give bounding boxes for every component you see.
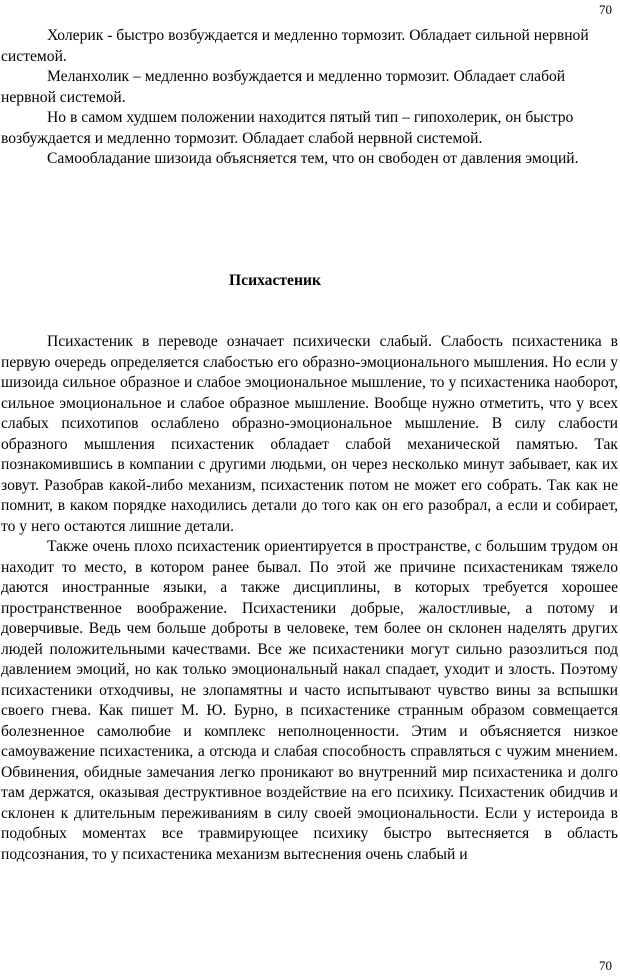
paragraph-choleric: Холерик - быстро возбуждается и медленно тормозит. Обладает сильной нервной системой. — [1, 27, 589, 65]
page-number-top: 70 — [599, 2, 612, 17]
paragraph-melancholic: Меланхолик – медленно возбуждается и медленно тормозит. Обладает слабой нервной системой. — [1, 68, 566, 106]
intro-text-block — [1, 26, 618, 170]
paragraph-schizoid: Самообладание шизоида объясняется тем, что он свободен от давления эмоций. — [47, 150, 579, 167]
section-heading: Психастеник — [229, 272, 321, 289]
page-number-bottom: 70 — [599, 958, 612, 973]
paragraph-psychasthenic-definition: Психастеник в переводе означает психически слабый. Слабость психастеника в первую очередь определяется слабостью его образно-эмоционального мышления. Но если у шизоида сильное образное и слабое эмоциональное мышление, то у психастеника наоборот, сильное эмоциональное и слабое образное мышление. Вообще нужно отметить, что у всех слабых психотипов ослаблено образно-эмоциональное мышление. В силу слабости образного мышления психастеник обладает слабой механической памятью. Так познакомившись в компании с другими людьми, он через несколько минут забывает, как их зовут. Разобрав какой-либо механизм, психастеник потом не может его собрать. Так как не помнит, в каком порядке находились детали до того как он его разобрал, а если и собирает, то у него остаются лишние детали. — [1, 333, 618, 535]
paragraph-hypocholeric: Но в самом худшем положении находится пятый тип – гипохолерик, он быстро возбуждается и медленно тормозит. Обладает слабой нервной системой. — [1, 109, 574, 147]
paragraph-psychasthenic-traits: Также очень плохо психастеник ориентируется в пространстве, с большим трудом он находит то место, в котором ранее бывал. По этой же причине психастеникам тяжело даются иностранные языки, а также дисциплины, в которых требуется хорошее пространственное воображение. Психастеники добрые, жалостливые, а потому и доверчивые. Ведь чем больше доброты в человеке, тем более он склонен наделять других людей положительными качествами. Все же психастеники могут сильно разозлиться под давлением эмоций, но как только эмоциональный накал спадает, уходит и злость. Поэтому психастеники отходчивы, не злопамятны и часто испытывают чувство вины за вспышки своего гнева. Как пишет М. Ю. Бурно, в психастенике странным образом совмещается болезненное самолюбие и комплекс неполноценности. Этим и объясняется низкое самоуважение психастеника, а отсюда и слабая способность справляться с чужим мнением. Обвинения, обидные замечания легко проникают во внутренний мир психастеника и долго там держатся, оказывая деструктивное воздействие на его психику. Психастеник обидчив и склонен к длительным переживаниям в силу своей эмоциональности. Если у истероида в подобных моментах все травмирующее психику быстро вытесняется в область подсознания, то у психастеника механизм вытеснения очень слабый и — [1, 538, 618, 863]
section-text-block — [1, 332, 618, 865]
